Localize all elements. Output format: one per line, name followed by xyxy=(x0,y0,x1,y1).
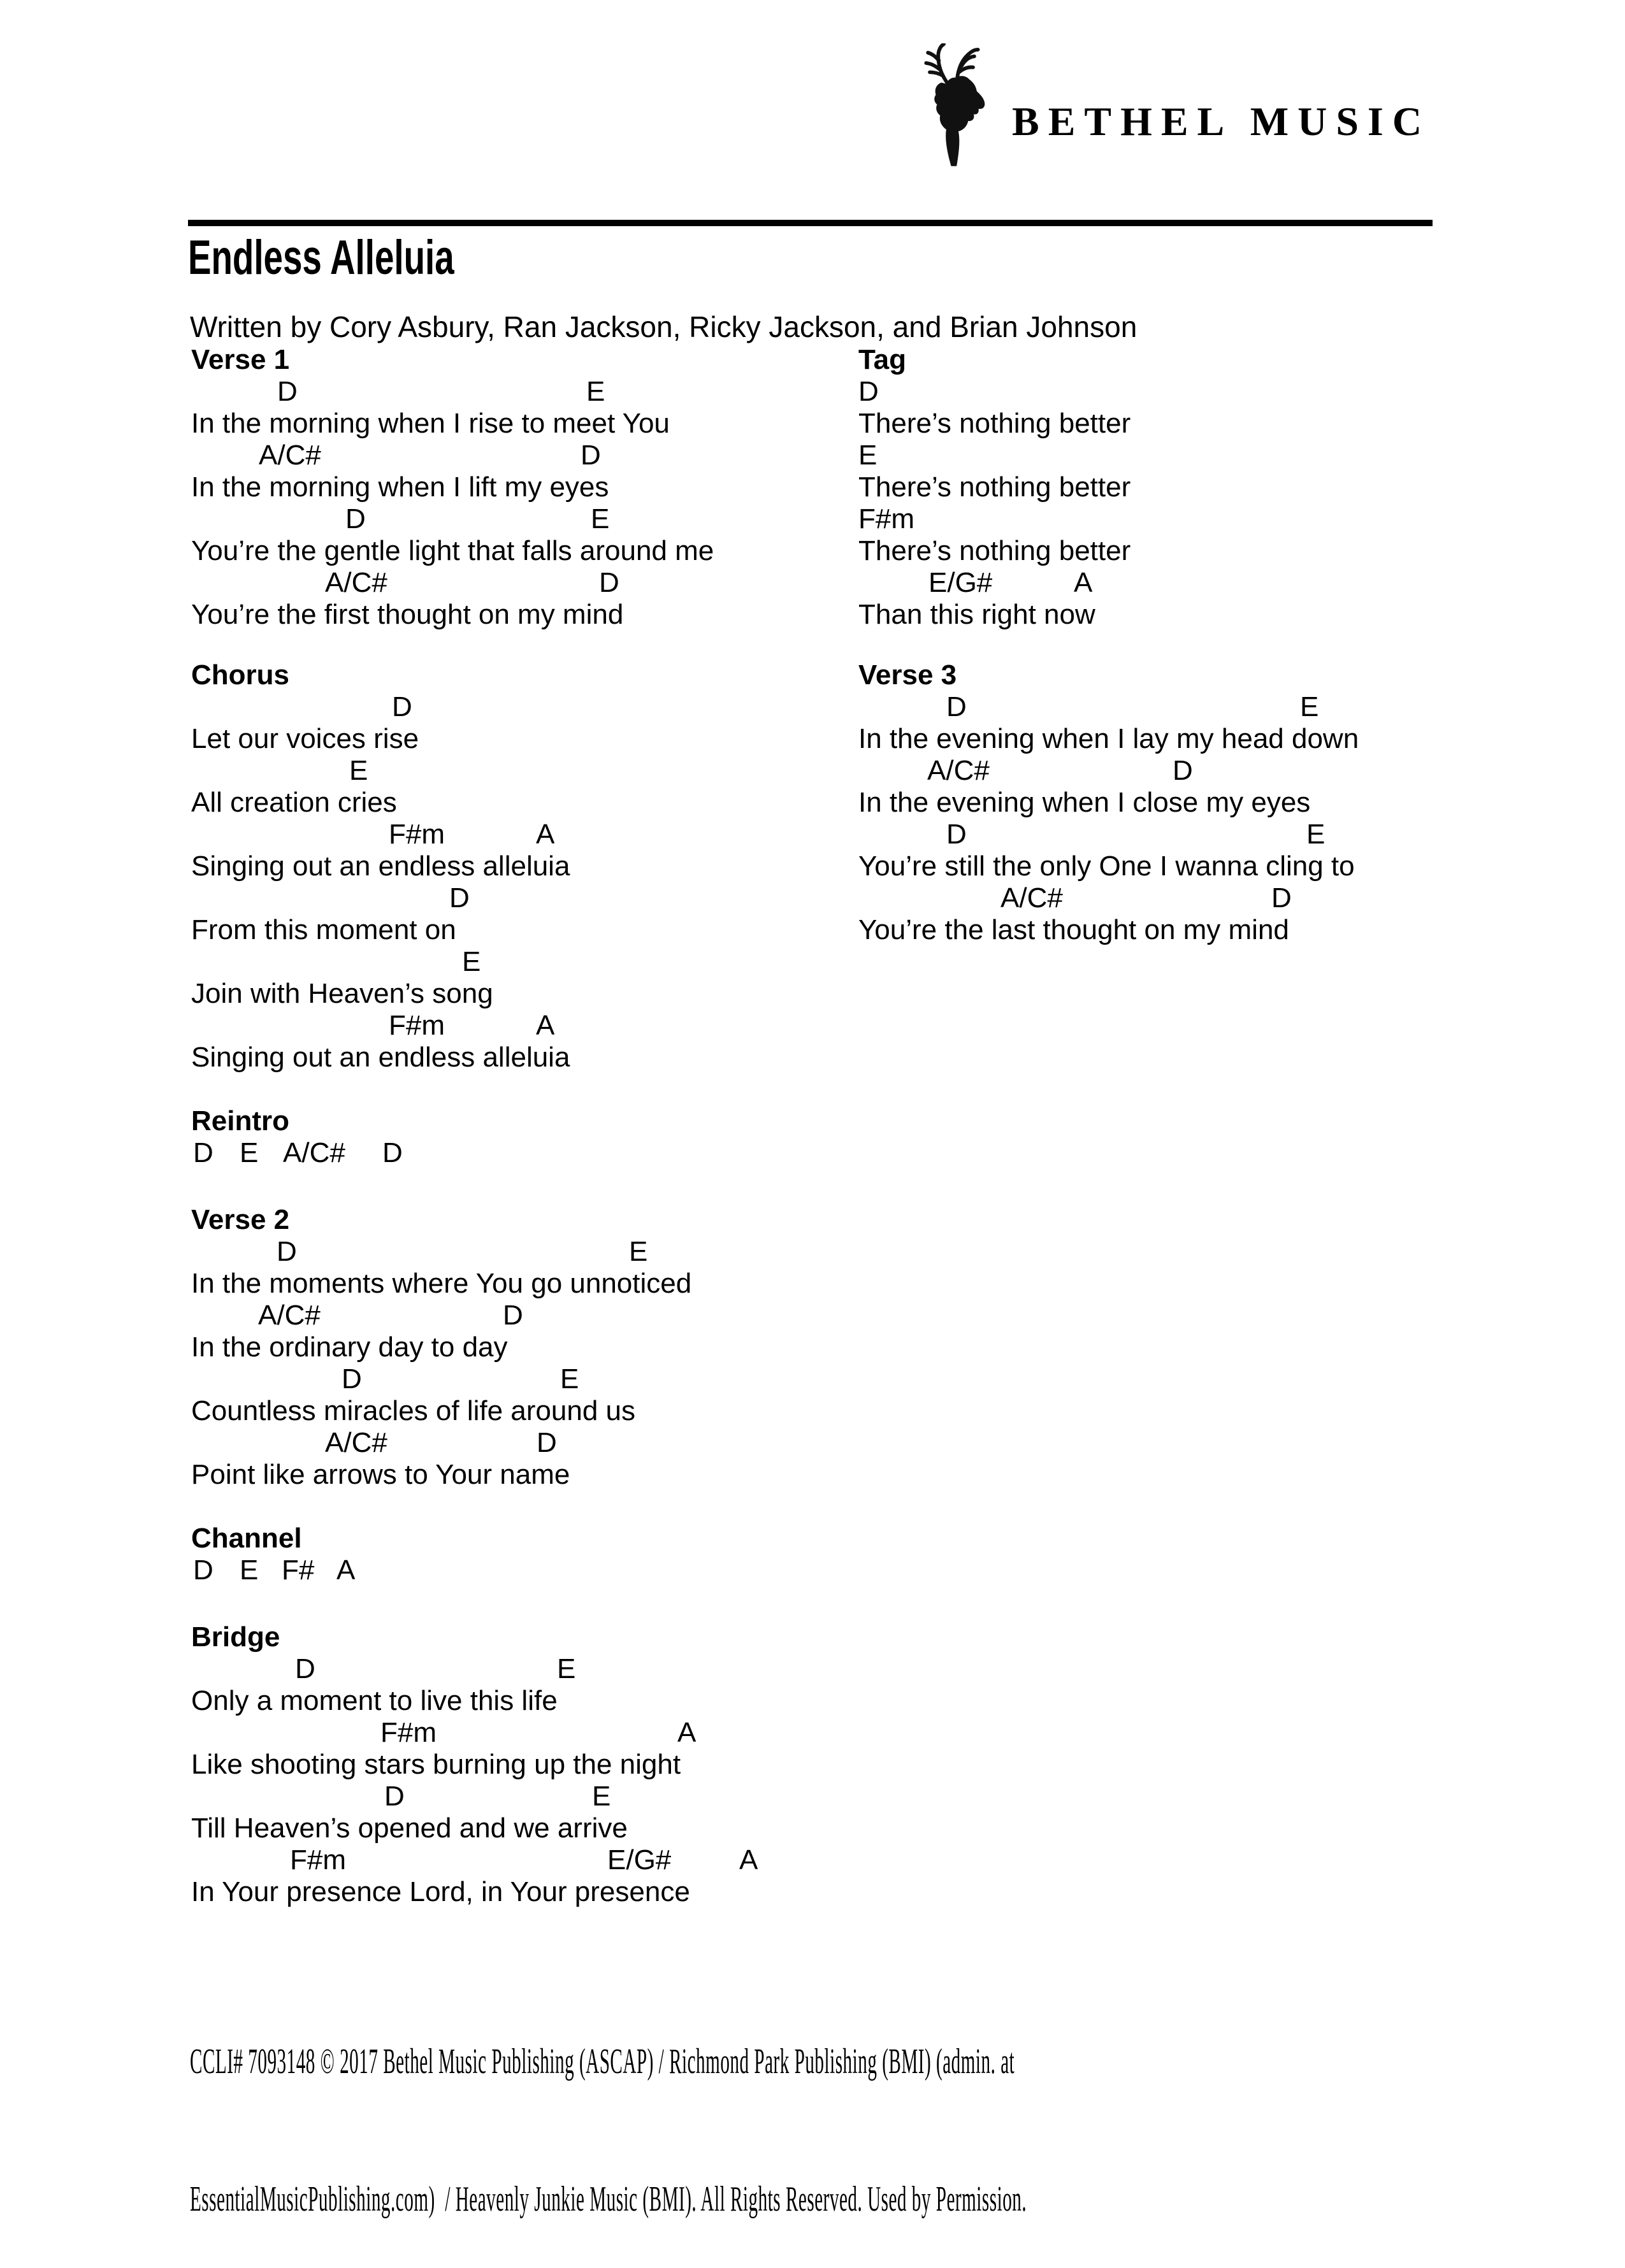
chord: A xyxy=(536,819,555,850)
writer-credits: Written by Cory Asbury, Ran Jackson, Ricky Jackson, and Brian Johnson xyxy=(190,310,1138,343)
chord-line xyxy=(191,1010,956,1042)
chord: E xyxy=(858,440,877,471)
lyric-line: There’s nothing better xyxy=(858,535,1131,566)
copyright-line: CCLI# 7093148 © 2017 Bethel Music Publishing (ASCAP) / Richmond Park Publishing (BMI) (admin. at xyxy=(190,2042,1015,2081)
lyric-line: Countless miracles of life around us xyxy=(191,1395,635,1426)
chord-line xyxy=(191,946,956,978)
section-header: Chorus xyxy=(191,659,289,691)
chord: D xyxy=(946,819,967,850)
chord-line xyxy=(191,882,956,914)
chord: D xyxy=(295,1653,315,1684)
chord: D xyxy=(392,691,412,722)
chord-line xyxy=(191,1300,956,1331)
chord: A/C# xyxy=(283,1137,345,1168)
chord-line xyxy=(191,1653,956,1685)
chord-line xyxy=(858,376,1623,408)
chord: A xyxy=(336,1554,356,1586)
chord: D xyxy=(345,503,366,535)
chord: D xyxy=(537,1427,557,1458)
chord: A/C# xyxy=(325,1427,387,1458)
song-column-right xyxy=(858,0,1623,2102)
chord-line xyxy=(191,1137,956,1169)
section-tag xyxy=(858,344,1623,631)
section-channel xyxy=(191,1523,956,1586)
chord: E xyxy=(629,1236,648,1267)
section-verse-1 xyxy=(191,344,956,631)
chord: D xyxy=(946,691,967,722)
brand-wordmark: BETHEL MUSIC xyxy=(1012,99,1431,144)
chord-line xyxy=(191,1363,956,1395)
chord: D xyxy=(449,882,470,914)
chord: D xyxy=(503,1300,523,1331)
chord: F#m xyxy=(389,819,445,850)
chord: E xyxy=(349,755,368,786)
lyric-line: Till Heaven’s opened and we arrive xyxy=(191,1812,628,1844)
chord-line xyxy=(191,440,956,471)
lyric-line: In the ordinary day to day xyxy=(191,1331,508,1363)
lyric-line: Singing out an endless alleluia xyxy=(191,850,570,882)
lyric-line: Than this right now xyxy=(858,599,1095,630)
section-verse-2 xyxy=(191,1204,956,1491)
chord: A/C# xyxy=(259,440,321,471)
lyric-line: You’re the gentle light that falls around me xyxy=(191,535,714,566)
lyric-line: You’re the first thought on my mind xyxy=(191,599,624,630)
chord-line xyxy=(191,755,956,787)
lyric-line: There’s nothing better xyxy=(858,408,1131,439)
chord-line xyxy=(191,1554,956,1586)
lyric-line: Point like arrows to Your name xyxy=(191,1459,570,1490)
chord-line xyxy=(191,1236,956,1268)
chord: D xyxy=(1173,755,1193,786)
section-header: Verse 2 xyxy=(191,1204,290,1235)
lyric-line: Only a moment to live this life xyxy=(191,1685,558,1716)
chord: E xyxy=(591,503,610,535)
lyric-line: You’re the last thought on my mind xyxy=(858,914,1289,945)
lyric-line: In the morning when I lift my eyes xyxy=(191,471,609,503)
lyric-line: Like shooting stars burning up the night xyxy=(191,1749,681,1780)
chord-line xyxy=(191,503,956,535)
copyright-line: EssentialMusicPublishing.com) / Heavenly Junkie Music (BMI). All Rights Reserved. Used by Permission. xyxy=(190,2179,1027,2219)
section-verse-3 xyxy=(858,659,1623,946)
lyric-line: In Your presence Lord, in Your presence xyxy=(191,1876,690,1907)
chord: A/C# xyxy=(325,567,387,598)
chord: A xyxy=(739,1844,758,1876)
chord-line xyxy=(191,1427,956,1459)
chord-line xyxy=(191,376,956,408)
section-header: Verse 1 xyxy=(191,344,290,375)
section-header: Tag xyxy=(858,344,906,375)
chord: D xyxy=(384,1781,405,1812)
section-bridge xyxy=(191,1621,956,1908)
section-header: Channel xyxy=(191,1523,302,1554)
chord-line xyxy=(858,755,1623,787)
chord: A xyxy=(1074,567,1093,598)
chord: D xyxy=(277,1236,297,1267)
chord-line xyxy=(191,1844,956,1876)
chord: E xyxy=(1306,819,1325,850)
lyric-line: In the evening when I close my eyes xyxy=(858,787,1311,818)
lyric-line: Let our voices rise xyxy=(191,723,419,754)
section-header: Reintro xyxy=(191,1105,289,1137)
chord-line xyxy=(858,440,1623,471)
chord-line xyxy=(858,503,1623,535)
lyric-line: There’s nothing better xyxy=(858,471,1131,503)
chord: E/G# xyxy=(607,1844,672,1876)
chord: E xyxy=(240,1554,259,1586)
chord-line xyxy=(191,567,956,599)
chord: D xyxy=(599,567,619,598)
chord: A/C# xyxy=(927,755,990,786)
chord: E xyxy=(462,946,481,977)
lyric-line: In the evening when I lay my head down xyxy=(858,723,1359,754)
section-header: Bridge xyxy=(191,1621,280,1653)
chord: D xyxy=(1271,882,1292,914)
chord: E xyxy=(586,376,605,407)
section-reintro xyxy=(191,1105,956,1169)
chord: D xyxy=(382,1137,403,1168)
chord: A xyxy=(677,1717,697,1748)
lyric-line: You’re still the only One I wanna cling to xyxy=(858,850,1355,882)
chord: F#m xyxy=(290,1844,346,1876)
chord: E xyxy=(557,1653,576,1684)
chord-line xyxy=(858,691,1623,723)
chord-line xyxy=(858,882,1623,914)
copyright-footer xyxy=(190,1947,1027,2268)
lyric-line: Singing out an endless alleluia xyxy=(191,1042,570,1073)
chord: F#m xyxy=(380,1717,437,1748)
chord: E/G# xyxy=(928,567,993,598)
chord-line xyxy=(858,819,1623,850)
chord: A/C# xyxy=(1000,882,1063,914)
lyric-line: In the moments where You go unnoticed xyxy=(191,1268,692,1299)
chord: E xyxy=(240,1137,259,1168)
lyric-line: From this moment on xyxy=(191,914,456,945)
chord-line xyxy=(858,567,1623,599)
chord: D xyxy=(858,376,879,407)
chord-line xyxy=(191,1717,956,1749)
section-header: Verse 3 xyxy=(858,659,957,691)
chord-line xyxy=(191,819,956,850)
chord: D xyxy=(581,440,601,471)
chord: F#m xyxy=(858,503,914,535)
chord: D xyxy=(193,1137,213,1168)
lyric-line: Join with Heaven’s song xyxy=(191,978,493,1009)
song-title: Endless Alleluia xyxy=(188,231,454,285)
chord: A/C# xyxy=(258,1300,321,1331)
chord: F# xyxy=(282,1554,315,1586)
song-column-left xyxy=(191,0,956,2102)
chord-line xyxy=(191,1781,956,1812)
chord: E xyxy=(560,1363,579,1395)
chord: E xyxy=(592,1781,611,1812)
lyric-line: In the morning when I rise to meet You xyxy=(191,408,670,439)
chord: F#m xyxy=(389,1010,445,1041)
chord: A xyxy=(536,1010,555,1041)
chord-line xyxy=(191,691,956,723)
chord: D xyxy=(277,376,298,407)
lyric-line: All creation cries xyxy=(191,787,397,818)
chord: D xyxy=(342,1363,362,1395)
chord: D xyxy=(193,1554,213,1586)
chord: E xyxy=(1300,691,1319,722)
section-chorus xyxy=(191,659,956,1073)
